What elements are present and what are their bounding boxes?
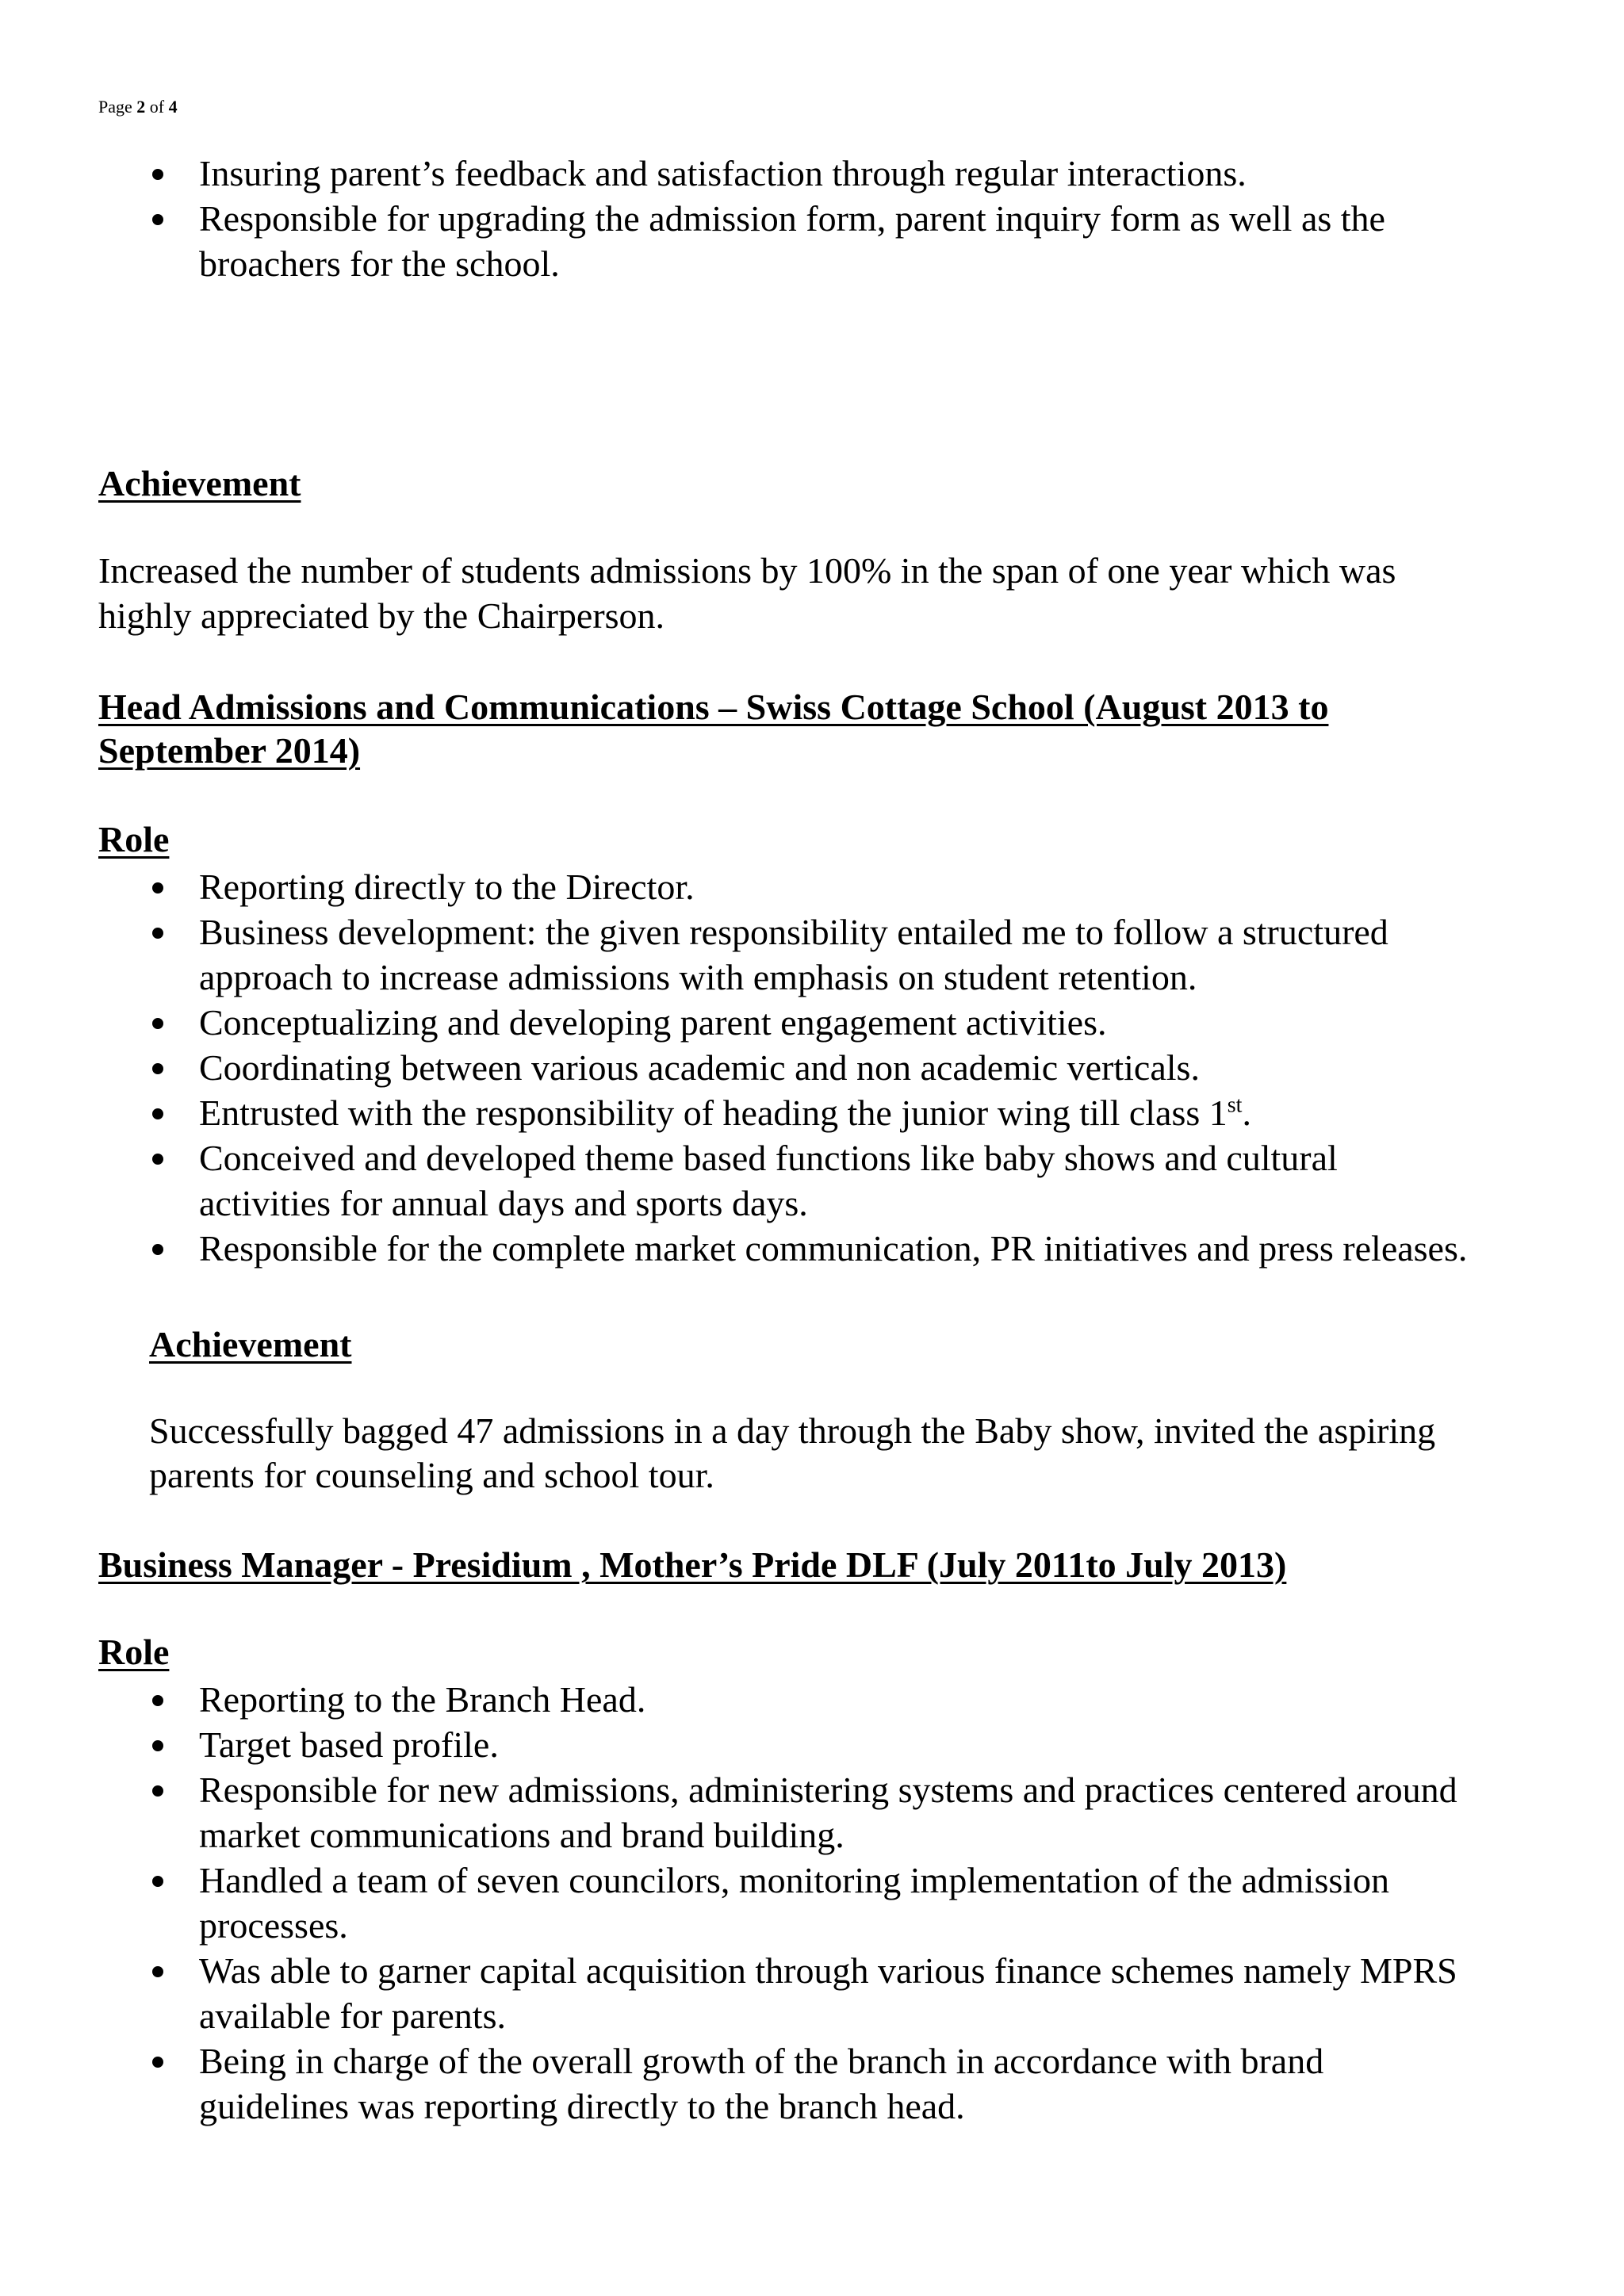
role-heading: Role	[98, 1632, 170, 1672]
bullet-icon	[152, 1244, 163, 1255]
list-item: Reporting directly to the Director.	[98, 864, 1467, 909]
list-item: Conceptualizing and developing parent engagement activities.	[98, 1000, 1467, 1045]
bullet-icon	[152, 1966, 163, 1977]
achievement-text-line: Increased the number of students admissions by 100% in the span of one year which was	[98, 550, 1396, 591]
bullet-icon	[152, 1740, 163, 1751]
list-item: Reporting to the Branch Head.	[98, 1677, 1457, 1722]
achievement-text-line: parents for counseling and school tour.	[149, 1455, 714, 1495]
list-item: Being in charge of the overall growth of the branch in accordance with brand guidelines was reporting directly to the branch head.	[98, 2038, 1457, 2129]
bullet-icon	[152, 882, 163, 894]
achievement-heading: Achievement	[149, 1324, 352, 1364]
bullet-icon	[152, 214, 163, 225]
bullet-icon	[152, 2057, 163, 2068]
job-title: Business Manager - Presidium , Mother’s Pride DLF (July 2011to July 2013)	[98, 1544, 1287, 1585]
bullet-icon	[152, 1876, 163, 1887]
page-number	[98, 97, 178, 117]
achievement-text-line: Successfully bagged 47 admissions in a day through the Baby show, invited the aspiring	[149, 1410, 1436, 1451]
list-item: Entrusted with the responsibility of heading the junior wing till class 1st.	[98, 1090, 1467, 1135]
role-bullet-list	[98, 1677, 1457, 2129]
page-number-of: of	[145, 97, 169, 117]
list-item: Was able to garner capital acquisition through various finance schemes namely MPRS available for parents.	[98, 1948, 1457, 2038]
role-bullet-list	[98, 864, 1467, 1271]
intro-bullet-list	[98, 151, 1385, 286]
list-item: Coordinating between various academic and non academic verticals.	[98, 1045, 1467, 1090]
bullet-icon	[152, 1695, 163, 1706]
bullet-icon	[152, 1785, 163, 1797]
achievement-text-line: highly appreciated by the Chairperson.	[98, 595, 665, 636]
bullet-icon	[152, 1154, 163, 1165]
role-heading: Role	[98, 819, 170, 859]
bullet-icon	[152, 169, 163, 180]
list-item: Responsible for new admissions, administering systems and practices centered around market communications and brand building.	[98, 1767, 1457, 1858]
job-title: Head Admissions and Communications – Swiss Cottage School (August 2013 to	[98, 687, 1329, 727]
list-item: Target based profile.	[98, 1722, 1457, 1767]
list-item: Handled a team of seven councilors, monitoring implementation of the admission processes.	[98, 1858, 1457, 1948]
job-title: September 2014)	[98, 730, 361, 771]
list-item: Conceived and developed theme based functions like baby shows and cultural activities for annual days and sports days.	[98, 1135, 1467, 1226]
page-number-total: 4	[168, 97, 178, 117]
achievement-heading: Achievement	[98, 463, 301, 503]
list-item: Business development: the given responsibility entailed me to follow a structured approach to increase admissions with emphasis on student retention.	[98, 909, 1467, 1000]
page-number-prefix: Page	[98, 97, 137, 117]
bullet-icon	[152, 1108, 163, 1119]
list-item: Responsible for upgrading the admission form, parent inquiry form as well as the broachers for the school.	[98, 196, 1385, 286]
bullet-icon	[152, 928, 163, 939]
list-item: Insuring parent’s feedback and satisfaction through regular interactions.	[98, 151, 1385, 196]
page-number-current: 2	[136, 97, 146, 117]
bullet-icon	[152, 1018, 163, 1029]
bullet-icon	[152, 1063, 163, 1074]
list-item: Responsible for the complete market communication, PR initiatives and press releases.	[98, 1226, 1467, 1271]
